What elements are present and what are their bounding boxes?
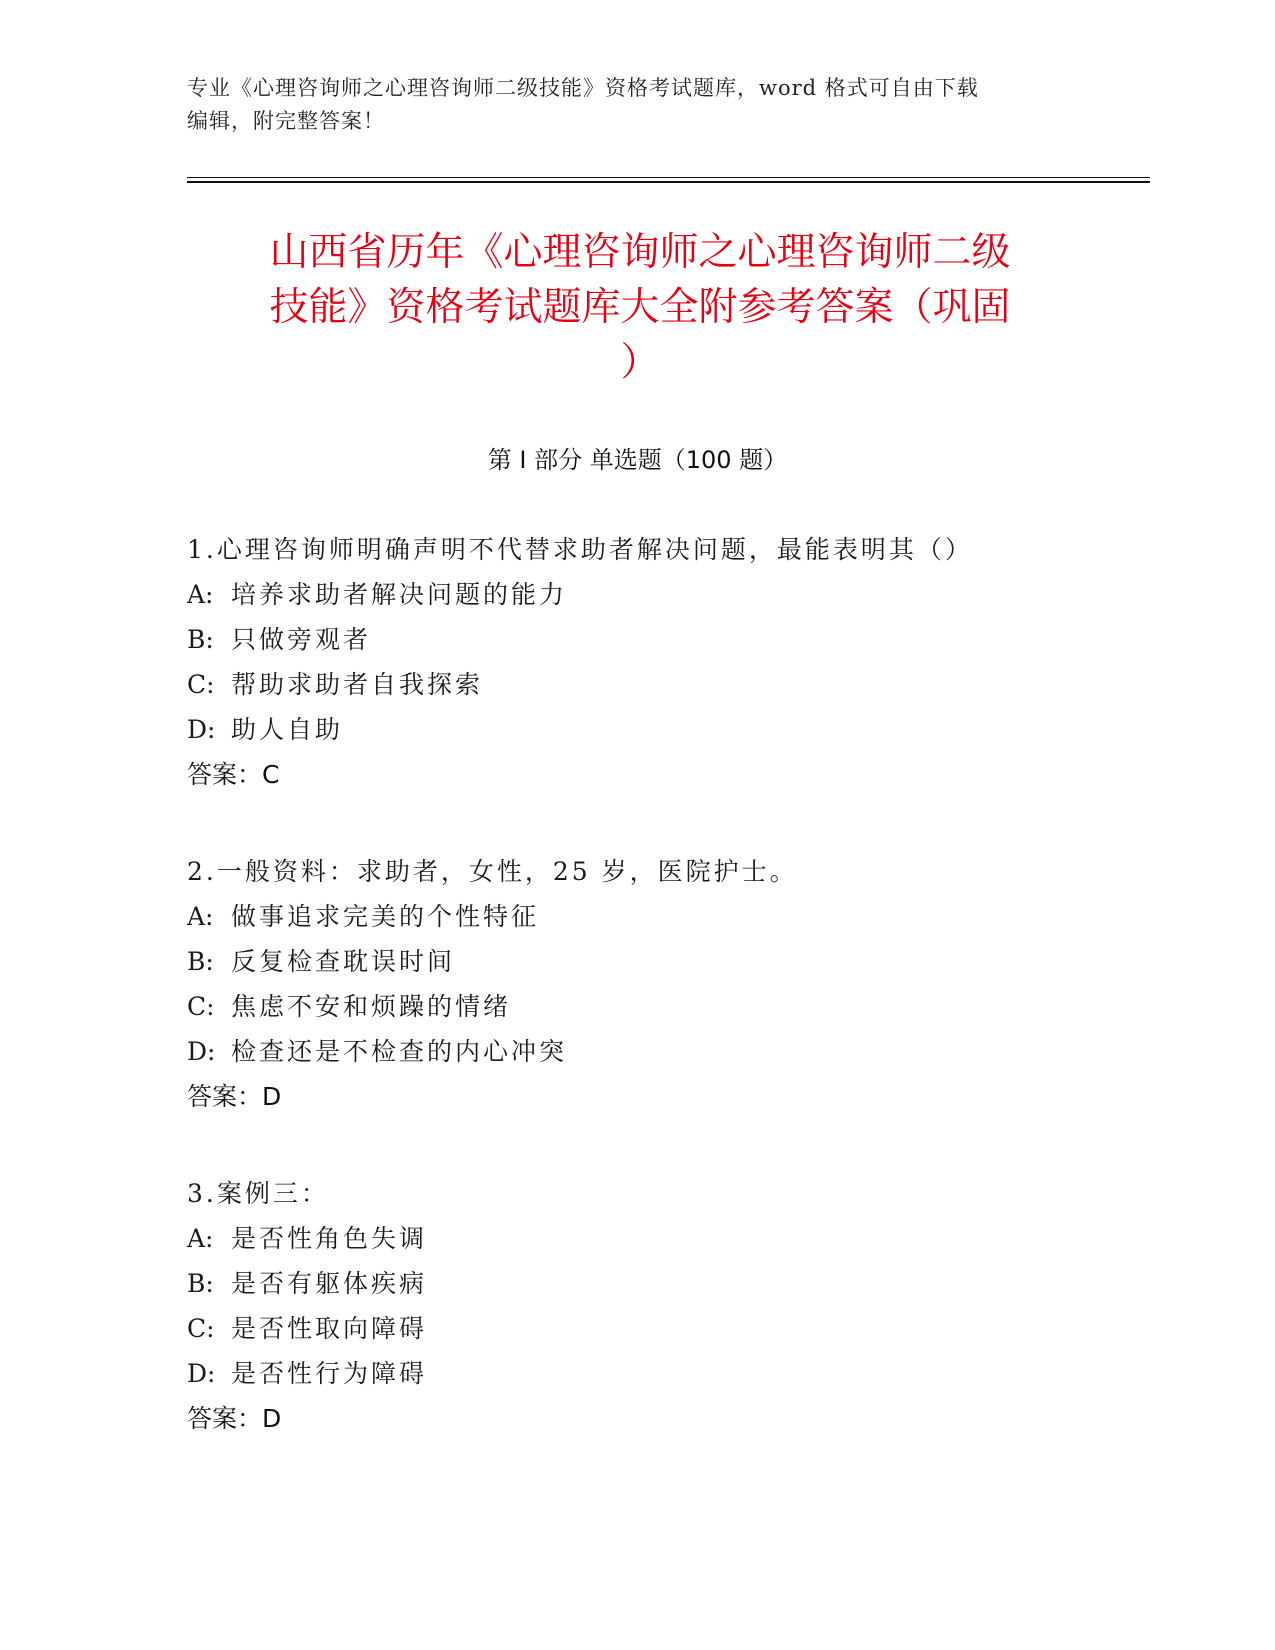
- option-b: [187, 1261, 1087, 1306]
- option-b: [187, 939, 1087, 984]
- header-note-line-1: 专业《心理咨询师之心理咨询师二级技能》资格考试题库，word 格式可自由下载: [187, 76, 979, 100]
- document-title-line-2: 技能》资格考试题库大全附参考答案（巩固: [269, 285, 1011, 330]
- document-title-line-1: 山西省历年《心理咨询师之心理咨询师二级: [269, 230, 1011, 275]
- option-key: B:: [187, 625, 214, 654]
- option-text: 助人自助: [231, 715, 344, 744]
- option-text: 只做旁观者: [231, 625, 372, 654]
- option-text: 检查还是不检查的内心冲突: [231, 1037, 568, 1066]
- option-d: [187, 707, 1087, 752]
- option-key: B:: [187, 947, 214, 976]
- option-a: [187, 572, 1087, 617]
- question-3: [187, 1171, 1087, 1441]
- option-key: D:: [187, 715, 216, 744]
- option-c: [187, 1306, 1087, 1351]
- document-title: [190, 225, 1090, 390]
- option-c: [187, 662, 1087, 707]
- option-key: D:: [187, 1037, 216, 1066]
- question-stem: 3.案例三：: [187, 1179, 329, 1208]
- option-text: 焦虑不安和烦躁的情绪: [231, 992, 512, 1021]
- option-key: C:: [187, 1314, 215, 1343]
- document-title-line-3: ）: [620, 340, 660, 385]
- question-list: [187, 527, 1087, 1493]
- answer-line: 答案：D: [187, 1082, 282, 1111]
- option-text: 是否有躯体疾病: [231, 1269, 428, 1298]
- header-divider-thin: [187, 177, 1150, 178]
- option-d: [187, 1029, 1087, 1074]
- answer-line: 答案：D: [187, 1404, 282, 1433]
- option-text: 做事追求完美的个性特征: [231, 902, 540, 931]
- option-key: D:: [187, 1359, 216, 1388]
- header-divider-thick: [187, 181, 1150, 183]
- option-key: C:: [187, 992, 215, 1021]
- option-key: A:: [187, 902, 214, 931]
- option-text: 帮助求助者自我探索: [231, 670, 484, 699]
- answer-line: 答案：C: [187, 760, 280, 789]
- question-1: [187, 527, 1087, 797]
- option-text: 培养求助者解决问题的能力: [231, 580, 568, 609]
- option-a: [187, 894, 1087, 939]
- header-note: [187, 72, 1087, 138]
- option-text: 是否性行为障碍: [231, 1359, 428, 1388]
- option-a: [187, 1216, 1087, 1261]
- question-stem: 1.心理咨询师明确声明不代替求助者解决问题，最能表明其（）: [187, 535, 973, 564]
- section-title: 第 I 部分 单选题（100 题）: [487, 446, 788, 474]
- option-key: C:: [187, 670, 215, 699]
- header-note-line-2: 编辑，附完整答案！: [187, 109, 385, 133]
- option-text: 反复检查耽误时间: [231, 947, 456, 976]
- option-d: [187, 1351, 1087, 1396]
- option-key: A:: [187, 1224, 214, 1253]
- question-stem: 2.一般资料：求助者，女性，25 岁，医院护士。: [187, 857, 798, 886]
- option-text: 是否性取向障碍: [231, 1314, 428, 1343]
- option-text: 是否性角色失调: [231, 1224, 428, 1253]
- question-2: [187, 849, 1087, 1119]
- option-c: [187, 984, 1087, 1029]
- option-key: B:: [187, 1269, 214, 1298]
- option-key: A:: [187, 580, 214, 609]
- option-b: [187, 617, 1087, 662]
